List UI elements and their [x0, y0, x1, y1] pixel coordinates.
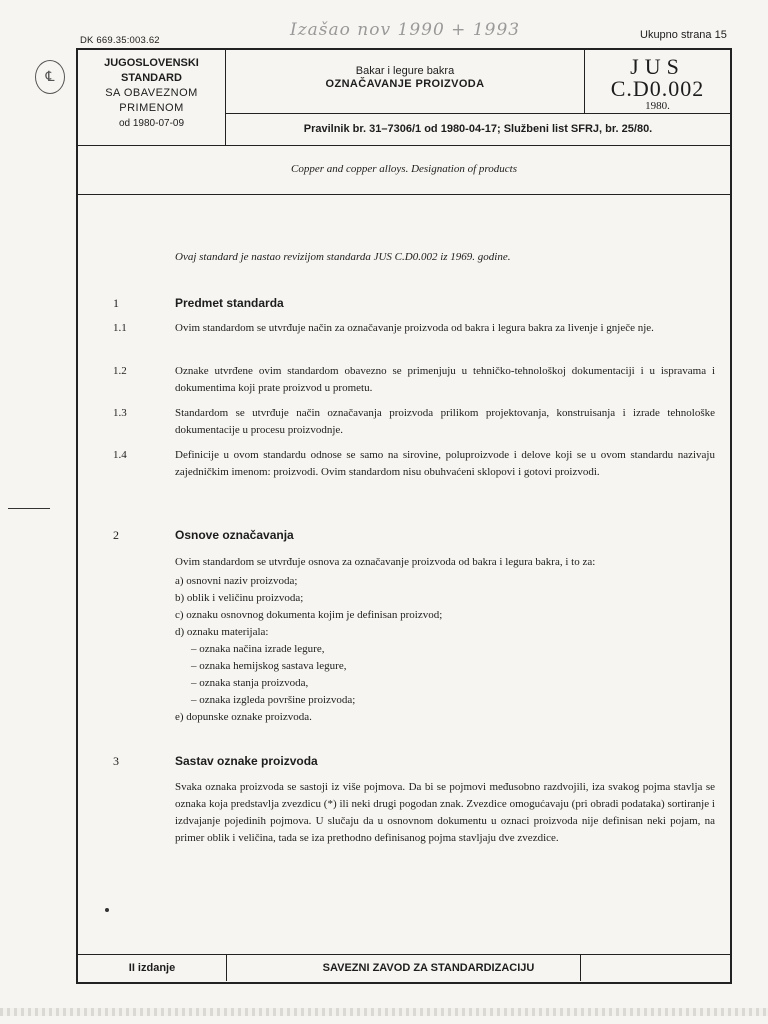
title-line-1: Bakar i legure bakra: [355, 65, 455, 77]
clause-1-4-text: Definicije u ovom standardu odnose se samo na sirovine, poluproizvode i delove koji se u ovom standardu nazivaju zajedničkim imenom: proizvodi. Ovim standardom nisu obuhvaćeni sklopovi i gotovi proizvodi.: [175, 449, 715, 478]
status-line-1: JUGOSLOVENSKI: [104, 57, 199, 69]
list-subitem: – oznaka izgleda površine proizvoda;: [191, 694, 356, 706]
section-3-heading: Sastav oznake proizvoda: [175, 754, 318, 768]
section-3-text: Svaka oznaka proizvoda se sastoji iz više pojmova. Da bi se pojmovi međusobno razdvojili, iza svakog pojma stavlja se oznaka koja predstavlja zvezdicu (*) ili neki drugi pogodan znak. Zvezdice omogućavaju (pri obradi podataka) sortiranje i izdvajanje pojedinih pojmova. U slučaju da u osnovnom dokumentu u oznaci proizvoda nije definisan neki pojam, na primer oblik i veličina, tada se iza prethodno definisanog pojma stavljaju dve zvezdice.: [175, 781, 715, 844]
code-year: 1980.: [645, 100, 670, 112]
publisher-name: SAVEZNI ZAVOD ZA STANDARDIZACIJU: [322, 962, 535, 974]
section-2-heading: Osnove označavanja: [175, 528, 294, 542]
decree-reference: Pravilnik br. 31–7306/1 od 1980-04-17; Službeni list SFRJ, br. 25/80.: [303, 123, 653, 135]
status-line-3: SA OBAVEZNOM: [105, 87, 198, 99]
list-item: e) dopunske oznake proizvoda.: [175, 711, 312, 723]
standard-code-cell: [584, 50, 730, 114]
clause-1-3-text: Standardom se utvrđuje način označavanja proizvoda prilikom projektovanja, konstruisanja i izrade tehnološke dokumentacije u procesu proizvodnje.: [175, 407, 715, 436]
list-item: b) oblik i veličinu proizvoda;: [175, 592, 304, 604]
clause-1-2-text: Oznake utvrđene ovim standardom obavezno se primenjuju u tehničko-tehnološkoj dokumentaciji i u ispravama i dokumentima koji prate proizvod u prometu.: [175, 365, 715, 394]
section-3-number: 3: [113, 754, 119, 768]
revision-note: Ovaj standard je nastao revizijom standarda JUS C.D0.002 iz 1969. godine.: [175, 251, 511, 263]
section-2-number: 2: [113, 528, 119, 542]
standard-seal-icon: [35, 60, 65, 94]
section-2-intro: Ovim standardom se utvrđuje osnova za označavanje proizvoda od bakra i legura bakra, i to za:: [175, 556, 596, 568]
english-title: Copper and copper alloys. Designation of products: [291, 163, 517, 175]
status-date: od 1980-07-09: [118, 118, 185, 129]
list-item: d) oznaku materijala:: [175, 626, 269, 638]
clause-1-4-number: 1.4: [113, 449, 127, 461]
list-item: a) osnovni naziv proizvoda;: [175, 575, 298, 587]
footer-row: [78, 954, 730, 982]
list-subitem: – oznaka hemijskog sastava legure,: [191, 660, 347, 672]
clause-1-1-number: 1.1: [113, 322, 127, 334]
total-pages: Ukupno strana 15: [640, 29, 727, 41]
handwritten-note: Izašao nov 1990 + 1993: [290, 20, 521, 40]
standard-status-cell: [78, 50, 226, 145]
list-item: c) oznaku osnovnog dokumenta kojim je definisan proizvod;: [175, 609, 443, 621]
status-line-4: PRIMENOM: [119, 102, 184, 114]
clause-1-2-number: 1.2: [113, 365, 127, 377]
section-1-heading: Predmet standarda: [175, 296, 284, 310]
edition-label: II izdanje: [78, 955, 227, 981]
document-title-cell: [226, 50, 584, 114]
margin-mark: [8, 508, 50, 509]
scan-speck: [105, 908, 109, 912]
header-divider: [78, 145, 730, 146]
code-line-1: JUS: [630, 54, 685, 79]
udk-code: DK 669.35:003.62: [80, 35, 160, 46]
code-line-2: C.D0.002: [610, 76, 705, 101]
seal-glyph: ℄: [45, 69, 55, 85]
status-line-2: STANDARD: [121, 72, 182, 84]
designation-basis-list: [175, 573, 442, 726]
list-subitem: – oznaka načina izrade legure,: [191, 643, 325, 655]
title-divider: [78, 194, 730, 195]
list-subitem: – oznaka stanja proizvoda,: [191, 677, 309, 689]
scan-edge: [0, 1008, 768, 1016]
clause-1-1-text: Ovim standardom se utvrđuje način za označavanje proizvoda od bakra i legura bakra za livenje i gnječe nje.: [175, 322, 654, 334]
section-1-number: 1: [113, 296, 119, 310]
footer-divider: [580, 955, 581, 981]
clause-1-3-number: 1.3: [113, 407, 127, 419]
title-line-2: OZNAČAVANJE PROIZVODA: [325, 78, 485, 90]
